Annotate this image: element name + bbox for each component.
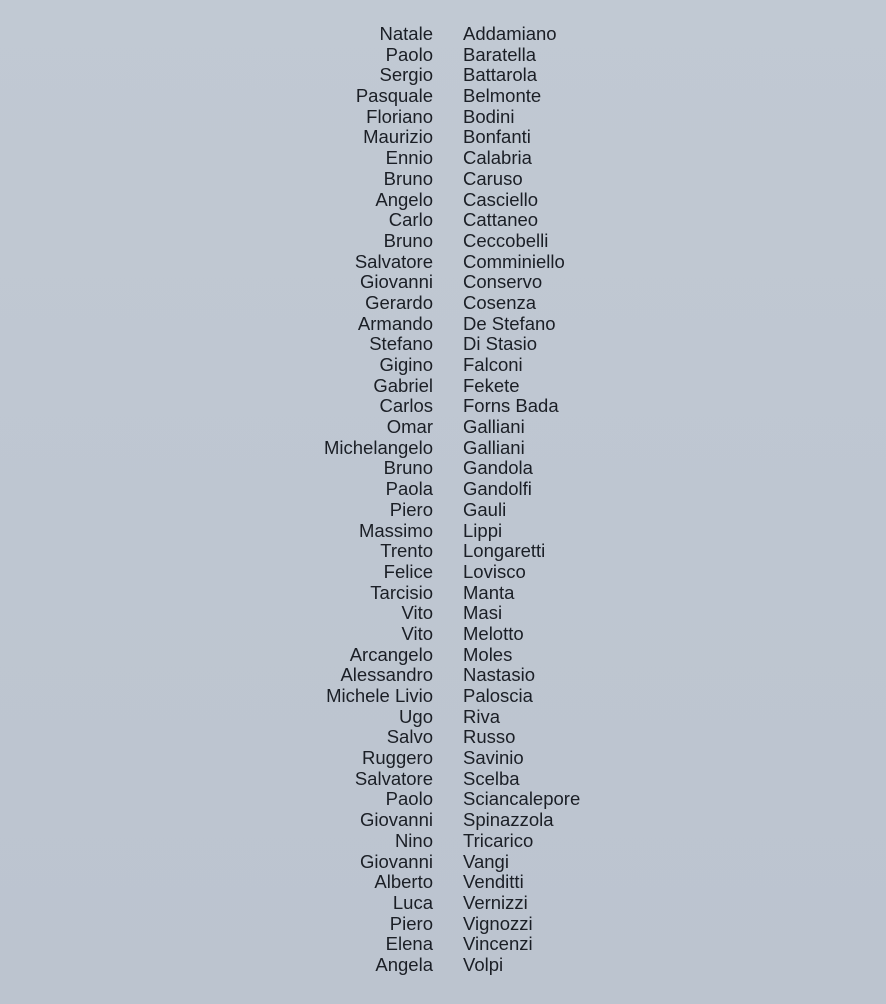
list-item [0,417,886,438]
list-item [0,810,886,831]
last-name: Longaretti [463,540,546,562]
first-name: Omar [386,416,433,438]
list-item [0,665,886,686]
first-name: Gerardo [365,291,433,313]
last-name: Masi [463,602,503,624]
first-name: Bruno [383,457,433,479]
list-item [0,624,886,645]
names-list [0,24,886,976]
list-item [0,583,886,604]
list-item [0,334,886,355]
first-name: Paolo [385,43,433,65]
list-item [0,727,886,748]
last-name: Fekete [463,374,520,396]
first-name: Vito [401,602,433,624]
list-item [0,355,886,376]
list-item [0,45,886,66]
first-name: Gabriel [373,374,433,396]
last-name: Scelba [463,767,520,789]
list-item [0,458,886,479]
list-item [0,789,886,810]
last-name: Gandolfi [463,478,532,500]
list-item [0,521,886,542]
last-name: Venditti [463,871,524,893]
first-name: Angela [375,953,433,975]
first-name: Stefano [369,333,433,355]
list-item [0,272,886,293]
first-name: Giovanni [359,809,433,831]
list-item [0,955,886,976]
list-item [0,231,886,252]
list-item [0,438,886,459]
first-name: Ennio [385,147,433,169]
first-name: Paolo [385,788,433,810]
list-item [0,86,886,107]
list-item [0,107,886,128]
first-name: Carlo [388,209,433,231]
last-name: Bodini [463,105,515,127]
last-name: Riva [463,705,501,727]
list-item [0,562,886,583]
last-name: Melotto [463,622,524,644]
first-name: Tarcisio [370,581,433,603]
first-name: Arcangelo [349,643,433,665]
first-name: Michele Livio [326,685,433,706]
list-item [0,376,886,397]
last-name: Calabria [463,147,532,169]
first-name: Natale [379,23,433,44]
list-item [0,500,886,521]
first-name: Floriano [366,105,433,127]
last-name: Ceccobelli [463,229,549,251]
first-name: Michelangelo [323,436,433,458]
list-item [0,645,886,666]
last-name: Cosenza [463,291,537,313]
last-name: Russo [463,726,516,748]
last-name: Gauli [463,498,507,520]
list-item [0,24,886,45]
last-name: Cattaneo [463,209,539,231]
last-name: Sciancalepore [463,788,581,810]
list-item [0,748,886,769]
last-name: Baratella [463,43,537,65]
list-item [0,603,886,624]
last-name: Savinio [463,747,524,769]
list-item [0,831,886,852]
first-name: Vito [401,622,433,644]
last-name: Spinazzola [463,809,554,831]
list-item [0,190,886,211]
list-item [0,872,886,893]
first-name: Paola [385,478,433,500]
first-name: Massimo [358,519,433,541]
first-name: Alessandro [340,664,433,686]
list-item [0,893,886,914]
first-name: Giovanni [359,850,433,872]
first-name: Bruno [383,167,433,189]
list-item [0,479,886,500]
list-item [0,210,886,231]
last-name: Vernizzi [463,891,528,913]
last-name: Battarola [463,64,538,86]
first-name: Gigino [379,354,433,375]
last-name: Vincenzi [463,933,533,955]
last-name: Casciello [463,188,539,210]
last-name: Galliani [463,436,525,458]
last-name: Manta [463,581,515,603]
last-name: Nastasio [463,664,535,686]
list-item [0,148,886,169]
first-name: Salvo [386,726,433,748]
list-item [0,769,886,790]
first-name: Sergio [379,64,433,86]
list-item [0,127,886,148]
last-name: De Stefano [463,312,556,334]
first-name: Pasquale [355,85,433,107]
last-name: Lippi [463,519,503,541]
first-name: Piero [389,498,433,520]
first-name: Salvatore [354,250,433,272]
last-name: Di Stasio [463,333,538,355]
list-item [0,914,886,935]
last-name: Paloscia [463,685,533,706]
list-item [0,707,886,728]
last-name: Comminiello [463,250,565,272]
last-name: Moles [463,643,513,665]
first-name: Giovanni [359,271,433,293]
last-name: Bonfanti [463,126,531,148]
last-name: Falconi [463,354,523,375]
first-name: Elena [385,933,433,955]
first-name: Maurizio [363,126,433,148]
first-name: Angelo [375,188,433,210]
first-name: Salvatore [354,767,433,789]
last-name: Gandola [463,457,533,479]
first-name: Luca [392,891,433,913]
first-name: Trento [380,540,433,562]
last-name: Caruso [463,167,523,189]
list-item [0,396,886,417]
first-name: Alberto [374,871,433,893]
last-name: Forns Bada [463,395,559,417]
first-name: Ruggero [362,747,433,769]
last-name: Conservo [463,271,543,293]
first-name: Carlos [379,395,433,417]
last-name: Vangi [463,850,509,872]
first-name: Nino [394,829,433,851]
last-name: Galliani [463,416,525,438]
list-item [0,252,886,273]
last-name: Volpi [463,953,504,975]
first-name: Felice [383,560,433,582]
last-name: Vignozzi [463,912,533,934]
last-name: Addamiano [463,23,557,44]
list-item [0,934,886,955]
last-name: Tricarico [463,829,534,851]
first-name: Ugo [399,705,433,727]
first-name: Piero [389,912,433,934]
list-item [0,541,886,562]
first-name: Armando [357,312,433,334]
list-item [0,852,886,873]
last-name: Lovisco [463,560,526,582]
first-name: Bruno [383,229,433,251]
list-item [0,169,886,190]
list-item [0,314,886,335]
list-item [0,686,886,707]
last-name: Belmonte [463,85,542,107]
list-item [0,65,886,86]
list-item [0,293,886,314]
